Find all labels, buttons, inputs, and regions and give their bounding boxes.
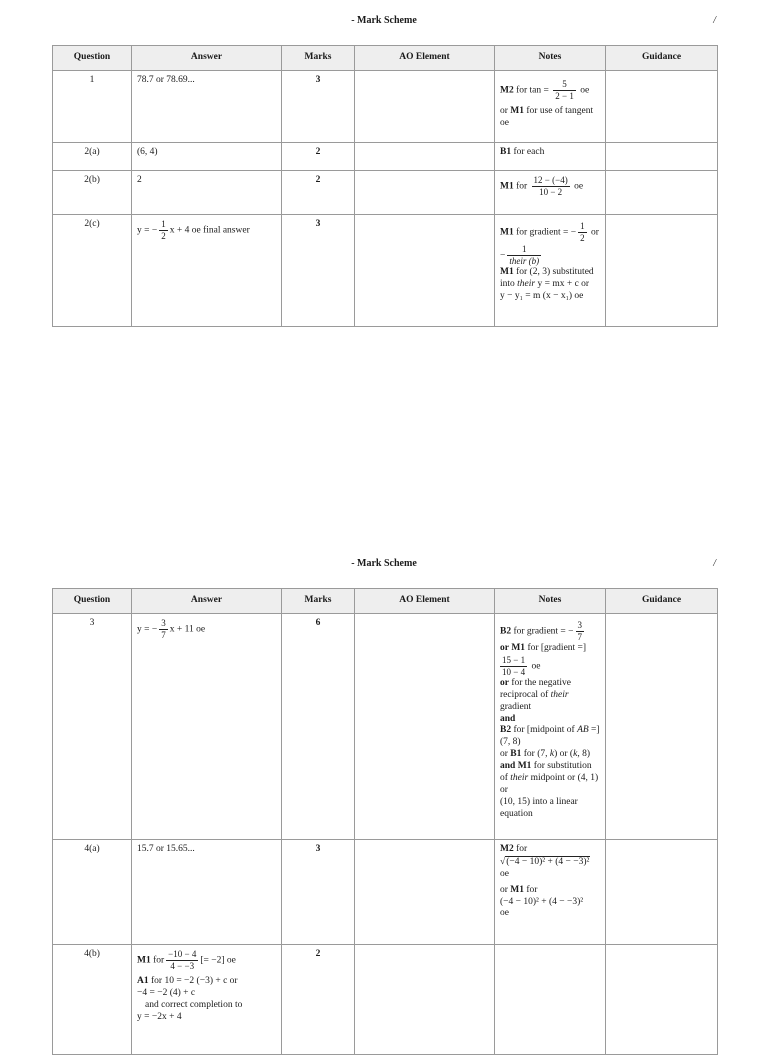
notes-cell: B1 for each (495, 143, 606, 171)
table-row (53, 171, 718, 215)
notes-cell: M1 for gradient = − $\frac{1}{2}$ or − $\frac{1}{\text{their (b)}}$ M1 for (2, 3) substituted into their y = mx + c or y − y₁ = m (x − x₁) oe (495, 215, 606, 327)
ao-element-cell (355, 215, 495, 327)
page-title: - Mark Scheme (351, 15, 417, 26)
column-header-notes: Notes (495, 46, 606, 71)
page-header (0, 558, 768, 574)
column-header-answer: Answer (132, 46, 282, 71)
answer-cell: 78.7 or 78.69... (132, 71, 282, 143)
column-header-answer: Answer (132, 589, 282, 614)
question-number: 3 (53, 614, 132, 840)
question-number: 2(a) (53, 143, 132, 171)
mark-scheme-table (52, 45, 718, 327)
ao-element-cell (355, 614, 495, 840)
guidance-cell (606, 71, 718, 143)
guidance-cell (606, 171, 718, 215)
column-header-marks: Marks (282, 589, 355, 614)
answer-cell: 15.7 or 15.65... (132, 840, 282, 945)
column-header-marks: Marks (282, 46, 355, 71)
notes-cell: M2 for √(−4 − 10)² + (4 − −3)² oe or M1 for (−4 − 10)² + (4 − −3)² oe (495, 840, 606, 945)
guidance-cell (606, 215, 718, 327)
fraction: $\frac{12 - (-4)}{10 - 2}$ (533, 175, 568, 197)
guidance-cell (606, 614, 718, 840)
mark-scheme-table (52, 588, 718, 1055)
fraction: $\frac{-10 - 4}{4 - -3}$ (168, 949, 197, 971)
table-row (53, 143, 718, 171)
marks-cell: 3 (282, 840, 355, 945)
question-number: 4(b) (53, 945, 132, 1055)
guidance-cell (606, 840, 718, 945)
table-row (53, 840, 718, 945)
marks-cell: 3 (282, 71, 355, 143)
fraction: $\frac{1}{2}$ (580, 221, 585, 243)
column-header-guidance: Guidance (606, 46, 718, 71)
column-header-question: Question (53, 46, 132, 71)
answer-cell: (6, 4) (132, 143, 282, 171)
column-header-ao-element: AO Element (355, 589, 495, 614)
marks-cell: 2 (282, 143, 355, 171)
notes-cell: B2 for gradient = − $\frac{3}{7}$ or M1 for [gradient =] $\frac{15 - 1}{10 - 4}$ oe or for the negative reciprocal of their gradient and B2 for [midpoint of AB =] (7, 8) or B1 for (7, k) or (k, 8) and M1 for substitution of their midpoint or (4, 1) or (10, 15) into a linear equation (495, 614, 606, 840)
fraction: $\frac{3}{7}$ (577, 620, 583, 642)
column-header-ao-element: AO Element (355, 46, 495, 71)
ao-element-cell (355, 143, 495, 171)
notes-cell: M1 for $\frac{12 - (-4)}{10 - 2}$ oe (495, 171, 606, 215)
notes-cell (495, 945, 606, 1055)
marks-cell: 3 (282, 215, 355, 327)
question-number: 2(b) (53, 171, 132, 215)
fraction: $\frac{5}{2 - 1}$ (555, 79, 574, 101)
marks-cell: 2 (282, 945, 355, 1055)
table-header-row (53, 589, 718, 614)
ao-element-cell (355, 171, 495, 215)
column-header-guidance: Guidance (606, 589, 718, 614)
table-row (53, 71, 718, 143)
table-header-row (53, 46, 718, 71)
page-marker: / (713, 558, 716, 569)
answer-cell: y = − $\frac{3}{7}$ x + 11 oe (132, 614, 282, 840)
table-row (53, 945, 718, 1055)
guidance-cell (606, 945, 718, 1055)
column-header-notes: Notes (495, 589, 606, 614)
table-row (53, 614, 718, 840)
fraction: $\frac{3}{7}$ (161, 618, 166, 640)
fraction: $\frac{1}{2}$ (161, 219, 166, 241)
marks-cell: 6 (282, 614, 355, 840)
fraction: $\frac{1}{\text{their (b)}}$ (509, 244, 540, 266)
marks-cell: 2 (282, 171, 355, 215)
answer-cell: y = − $\frac{1}{2}$ x + 4 oe final answer (132, 215, 282, 327)
ao-element-cell (355, 945, 495, 1055)
ao-element-cell (355, 71, 495, 143)
page-title: - Mark Scheme (351, 558, 417, 569)
column-header-question: Question (53, 589, 132, 614)
ao-element-cell (355, 840, 495, 945)
answer-cell: 2 (132, 171, 282, 215)
question-number: 2(c) (53, 215, 132, 327)
guidance-cell (606, 143, 718, 171)
table-row (53, 215, 718, 327)
fraction: $\frac{15 - 1}{10 - 4}$ (502, 654, 526, 677)
answer-cell: M1 for $\frac{-10 - 4}{4 - -3}$ [= −2] oe A1 for 10 = −2 (−3) + c or −4 = −2 (4) + c and correct completion to y = −2x + 4 (132, 945, 282, 1055)
question-number: 1 (53, 71, 132, 143)
notes-cell: M2 for tan = $\frac{5}{2 - 1}$ oe or M1 for use of tangent oe (495, 71, 606, 143)
page-header (0, 15, 768, 31)
page-marker: / (713, 15, 716, 26)
question-number: 4(a) (53, 840, 132, 945)
